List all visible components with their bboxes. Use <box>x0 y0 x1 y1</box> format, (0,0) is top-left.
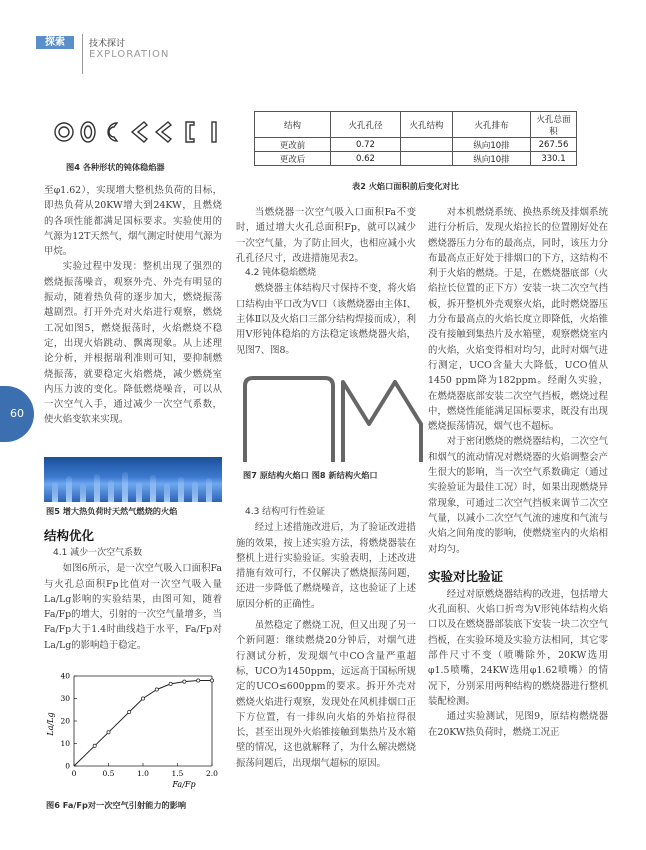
x-tick-label: 1.0 <box>137 769 149 778</box>
paragraph: 通过实验测试，见图9，原结构燃烧器在20KW热负荷时，燃烧工况正 <box>428 711 608 738</box>
header-divider <box>82 34 83 74</box>
x-tick-label: 0.5 <box>102 769 115 778</box>
shape-circle <box>55 123 73 141</box>
shape-v1 <box>132 122 147 142</box>
table2-caption: 表2 火焰口面积前后变化对比 <box>352 181 459 191</box>
y-tick-label: 20 <box>60 716 70 726</box>
table-header: 火孔排布 <box>453 112 531 138</box>
paragraph: 经过上述措施改进后，为了验证改进措施的效果，按上述实验方法，将燃烧器装在整机上进行实验验证。实验表明，上述改进措施有效可行，不仅解决了燃烧振荡问题，还进一步降低了燃烧噪音，这也验证了上述原因分析的正确性。 <box>236 522 416 610</box>
column-3 <box>428 205 608 740</box>
data-point <box>169 682 172 685</box>
fig4-caption: 图4 各种形状的钝体稳焰器 <box>66 162 165 172</box>
x-tick-label: 2.0 <box>206 769 218 778</box>
fig6-chart <box>44 666 224 791</box>
shape-bar <box>212 122 216 142</box>
section-heading: 结构优化 <box>44 528 95 543</box>
shape-bracket <box>186 122 194 142</box>
paragraph: 至φ1.62），实现增大整机热负荷的目标，即热负荷从20KW增大到24KW，且燃烧的各项性能都满足国标要求。实验使用的气源为12T天然气，烟气测定时使用气源为甲烷。 <box>44 185 222 258</box>
column-2-lower <box>236 505 416 771</box>
subsection-title: 4.2 钝体稳焰燃烧 <box>245 268 317 279</box>
table-cell: 纵向10排 <box>453 152 531 166</box>
table-cell: 更改后 <box>255 152 331 166</box>
table2 <box>254 111 577 166</box>
table-cell: 纵向10排 <box>453 138 531 152</box>
fig5-caption: 图5 增大热负荷时天然气燃烧的火焰 <box>46 506 178 516</box>
table-row <box>255 138 577 152</box>
data-point <box>128 710 131 713</box>
x-tick-label: 0 <box>71 769 77 778</box>
table-header: 结构 <box>255 112 331 138</box>
paragraph: 如图6所示，是一次空气吸入口面积Fa与火孔总面积Fp比值对一次空气吸入量La/Lg影响的实验结果，由图可知，随着Fa/Fp的增大，引射的一次空气量增多，当Fa/Fp大于1.4时曲线趋于水平，Fa/Fp对La/Lg的影响趋于稳定。 <box>44 563 222 651</box>
data-point <box>155 688 158 691</box>
paragraph: 当燃烧器一次空气吸入口面积Fa不变时，通过增大火孔总面积Fp，就可以减少一次空气量，为了防止回火，也相应减小火孔孔径尺寸，改进措施见表2。 <box>236 207 416 264</box>
table-header: 火孔孔径 <box>331 112 401 138</box>
x-axis-label: Fa/Fp <box>172 780 196 789</box>
header-subtitle: EXPLORATION <box>89 49 170 60</box>
table-header-row <box>255 112 577 138</box>
column-2 <box>236 205 416 358</box>
table-cell <box>401 152 453 166</box>
subsection-title: 4.3 结构可行性验证 <box>245 507 326 517</box>
column-1 <box>44 183 222 428</box>
table-cell: 更改前 <box>255 138 331 152</box>
subsection-title: 4.1 减少一次空气系数 <box>53 548 143 558</box>
data-point <box>197 679 200 682</box>
y-tick-label: 30 <box>60 694 70 703</box>
y-tick-label: 0 <box>65 761 70 771</box>
paragraph: 对本机燃烧系统、换热系统及排烟系统进行分析后，发现火焰拉长的位置刚好处在燃烧器压力分布的最高点，同时，该压力分布最高点正好处于排烟口的下方，这结构不利于火焰的燃烧。于是，在燃烧器底部（火焰拉长位置的正下方）安装一块二次空气挡板，拆开整机外壳观察火焰，此时燃烧器压力分布最高点的火焰长度立即降低，火焰锥没有接触到集热片及水箱壁，观察燃烧室内的火焰，火焰变得相对均匀，此时对烟气进行测定，UCO含量大大降低，UCO值从1450 ppm降为182ppm。经耐久实验，在燃烧器底部安装二次空气挡板，燃烧过程中，燃烧性能能满足国标要求，既没有出现燃烧振荡情况，烟气也不超标。 <box>428 207 608 433</box>
series-line <box>74 681 212 767</box>
fig6-caption: 图6 Fa/Fp对一次空气引射能力的影响 <box>46 800 187 810</box>
data-point <box>93 744 96 747</box>
table-cell <box>401 138 453 152</box>
section-heading: 实验对比验证 <box>428 568 504 584</box>
table-cell: 267.56 <box>531 138 577 152</box>
shape-ellipse <box>81 122 95 142</box>
paragraph: 经过对原燃烧器结构的改进，包括增大火孔面积、火焰口折弯为V形钝体结构火焰口以及在燃烧器部装底下安装一块二次空气挡板，在实验环境及实验方法相同，其它零部件尺寸不变（喷嘴除外，20KW选用φ1.5喷嘴，24KW选用φ1.62喷嘴）的情况下，分别采用两种结构的燃烧器进行整机装配检测。 <box>428 588 608 707</box>
data-point <box>141 697 144 700</box>
table-header: 火孔结构 <box>401 112 453 138</box>
y-tick-label: 10 <box>60 739 70 748</box>
paragraph: 对于密闭燃烧的燃烧器结构，二次空气和烟气的流动情况对燃烧器的火焰调整会产生很大的影响，当一次空气系数确定（通过实验验证为最佳工况）时，如果出现燃烧异常现象，可通过二次空气挡板来调节二次空气量，以减小二次空气气流的速度和气流与火焰之间角度的影响，使燃烧室内的火焰相对均匀。 <box>428 436 608 555</box>
fig4-shapes <box>52 117 232 147</box>
paragraph: 虽然稳定了燃烧工况，但又出现了另一个新问题：继续燃烧20分钟后，对烟气进行测试分析，发现烟气中CO含量严重超标，UCO为1450ppm，远远高于国标所规定的UCO≤600ppm的要求。拆开外壳对燃烧火焰进行观察，发现处在风机排烟口正下方位置，有一排纵向火焰的外焰拉得很长，甚至出现外火焰锥接触到集热片及水箱壁的情况，这也就解释了，为什么解决燃烧振荡问题后，出现烟气超标的原因。 <box>236 620 417 769</box>
header-title: 技术探讨 <box>89 39 126 49</box>
fig5-flame-photo <box>44 457 222 502</box>
data-point <box>210 679 213 682</box>
section-tag: 探索 <box>36 36 74 49</box>
y-tick-label: 40 <box>60 671 70 681</box>
y-axis-label: La/Lg <box>46 712 55 736</box>
paragraph: 实验过程中发现：整机出现了强烈的燃烧振荡噪音，观察外壳、外壳有明显的振动，随着热负荷的逐步加大，燃烧振荡越剧烈。打开外壳对火焰进行观察，燃烧工况如图5，燃烧振荡时，火焰燃烧不稳定，出现火焰跳动、飘离现象。从上述理论分析，并根据瑞利准则可知，要抑制燃烧振荡，就要稳定火焰燃烧，减少燃烧室内压力波的变化。降低燃烧噪音，可以从一次空气入手，通过减少一次空气系数，使火焰变软来实现。 <box>44 261 222 426</box>
original-flame-port <box>245 378 333 462</box>
x-tick-label: 1.5 <box>171 769 184 778</box>
page-number-tab: 60 <box>0 386 34 442</box>
shape-c <box>108 123 117 141</box>
shape-v2 <box>156 122 171 142</box>
fig78-caption: 图7 原结构火焰口 图8 新结构火焰口 <box>243 470 378 480</box>
column-1-lower <box>44 520 222 653</box>
table-cell: 330.1 <box>531 152 577 166</box>
table-cell: 0.62 <box>331 152 401 166</box>
new-v-flame-port <box>343 382 421 462</box>
data-point <box>183 680 186 683</box>
table-cell: 0.72 <box>331 138 401 152</box>
table-row <box>255 152 577 166</box>
data-point <box>107 731 110 734</box>
paragraph: 燃烧器主体结构尺寸保持不变，将火焰口结构由平口改为V口（该燃烧器由主体Ⅰ、主体Ⅱ以及火焰口三部分结构焊接而成），利用V形钝体稳焰的方法稳定该燃烧器火焰，见图7、图8。 <box>236 283 416 356</box>
fig7-fig8-drawing <box>237 372 429 464</box>
table-header: 火孔总面积 <box>531 112 577 138</box>
